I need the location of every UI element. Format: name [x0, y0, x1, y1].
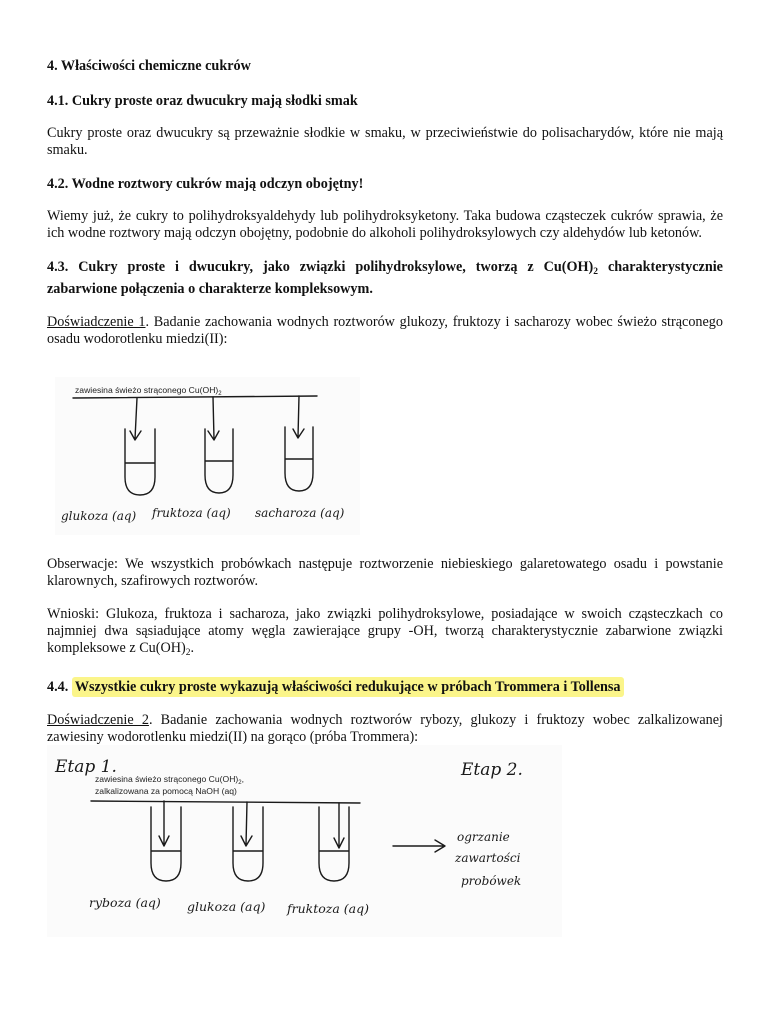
test-tube-1	[151, 807, 181, 881]
tube-label-fruktoza: fruktoza (aq)	[152, 506, 231, 520]
conclusions-paragraph: Wnioski: Glukoza, fruktoza i sacharoza, jako związki polihydroksylowe, posiadające w swoich cząsteczkach co najmniej dwa sąsiadujące atomy węgla zawierające grupy -OH, tworzą charakterystycznie zabarwione związki kompleksowe z $Cu(OH)_2$.	[47, 606, 723, 658]
test-tube-1	[125, 429, 155, 495]
horizontal-line	[73, 396, 317, 398]
experiment-2-intro: Doświadczenie 2. Badanie zachowania wodnych roztworów rybozy, glukozy i fruktozy wobec zalkalizowanej zawiesiny wodorotlenku miedzi(II) na gorąco (próba Trommera):	[47, 712, 723, 745]
paragraph-4-1: Cukry proste oraz dwucukry są przeważnie słodkie w smaku, w przeciwieństwie do polisacharydów, które nie mają smaku.	[47, 125, 723, 158]
tube-label-ryboza: ryboza (aq)	[89, 895, 161, 910]
test-tube-2	[205, 429, 233, 493]
highlighted-heading: Wszystkie cukry proste wykazują właściwości redukujące w próbach Trommera i Tollensa	[72, 677, 624, 697]
stage-2-label: Etap 2.	[461, 760, 523, 780]
experiment-2-figure	[47, 745, 562, 937]
figure-2-caption-line2: zalkalizowana za pomocą NaOH (aq)	[95, 786, 237, 796]
arrow-2	[208, 397, 219, 440]
arrow-3	[293, 396, 304, 438]
observations-paragraph: Obserwacje: We wszystkich probówkach następuje roztworzenie niebieskiego galaretowatego osadu i powstanie klarownych, szafirowych roztworów.	[47, 556, 723, 589]
figure-2-caption: zawiesina świeżo strąconego $Cu(OH)_2$,	[95, 774, 245, 786]
paragraph-4-2: Wiemy już, że cukry to polihydroksyaldehydy lub polihydroksyketony. Taka budowa cząsteczek cukrów sprawia, że ich wodne roztwory mają odczyn obojętny, podobnie do alkoholi polihydroksylowych czy aldehydów lub ketonów.	[47, 208, 723, 241]
heating-note-line3: probówek	[461, 874, 522, 888]
experiment-1-figure	[55, 377, 360, 535]
tube-label-fruktoza: fruktoza (aq)	[287, 901, 369, 916]
experiment-1-intro: Doświadczenie 1. Badanie zachowania wodnych roztworów glukozy, fruktozy i sacharozy wobec świeżo strąconego osadu wodorotlenku miedzi(II):	[47, 314, 723, 347]
heading-4-3: 4.3. Cukry proste i dwucukry, jako związki polihydroksylowe, tworzą z $Cu(OH)_2$ charakterystycznie zabarwione połączenia o charakterze kompleksowym.	[47, 259, 723, 297]
document-page-continued	[47, 556, 723, 746]
heading-4-1: 4.1. Cukry proste oraz dwucukry mają słodki smak	[47, 93, 358, 109]
test-tube-3	[319, 807, 349, 881]
section-heading: 4. Właściwości chemiczne cukrów	[47, 58, 251, 74]
arrow-1	[159, 801, 169, 846]
heating-note-line2: zawartości	[455, 851, 521, 865]
process-arrow	[393, 840, 445, 852]
figure-1-caption: zawiesina świeżo strąconego $Cu(OH)_2$	[75, 385, 222, 397]
arrow-1	[130, 398, 141, 440]
tube-label-glukoza: glukoza (aq)	[61, 509, 137, 523]
experiment-2-label: Doświadczenie 2	[47, 712, 149, 728]
arrow-2	[241, 802, 252, 846]
arrow-3	[334, 803, 344, 848]
tube-label-sacharoza: sacharoza (aq)	[255, 506, 345, 520]
stage-1-label: Etap 1.	[55, 757, 117, 777]
heating-note-line1: ogrzanie	[457, 830, 510, 844]
experiment-1-label: Doświadczenie 1	[47, 314, 146, 330]
heading-4-2: 4.2. Wodne roztwory cukrów mają odczyn obojętny!	[47, 176, 364, 192]
horizontal-line	[91, 801, 360, 803]
tube-label-glukoza: glukoza (aq)	[187, 899, 266, 914]
document-page	[47, 58, 723, 348]
heading-4-4: 4.4. Wszystkie cukry proste wykazują właściwości redukujące w próbach Trommera i Tollensa	[47, 679, 723, 696]
